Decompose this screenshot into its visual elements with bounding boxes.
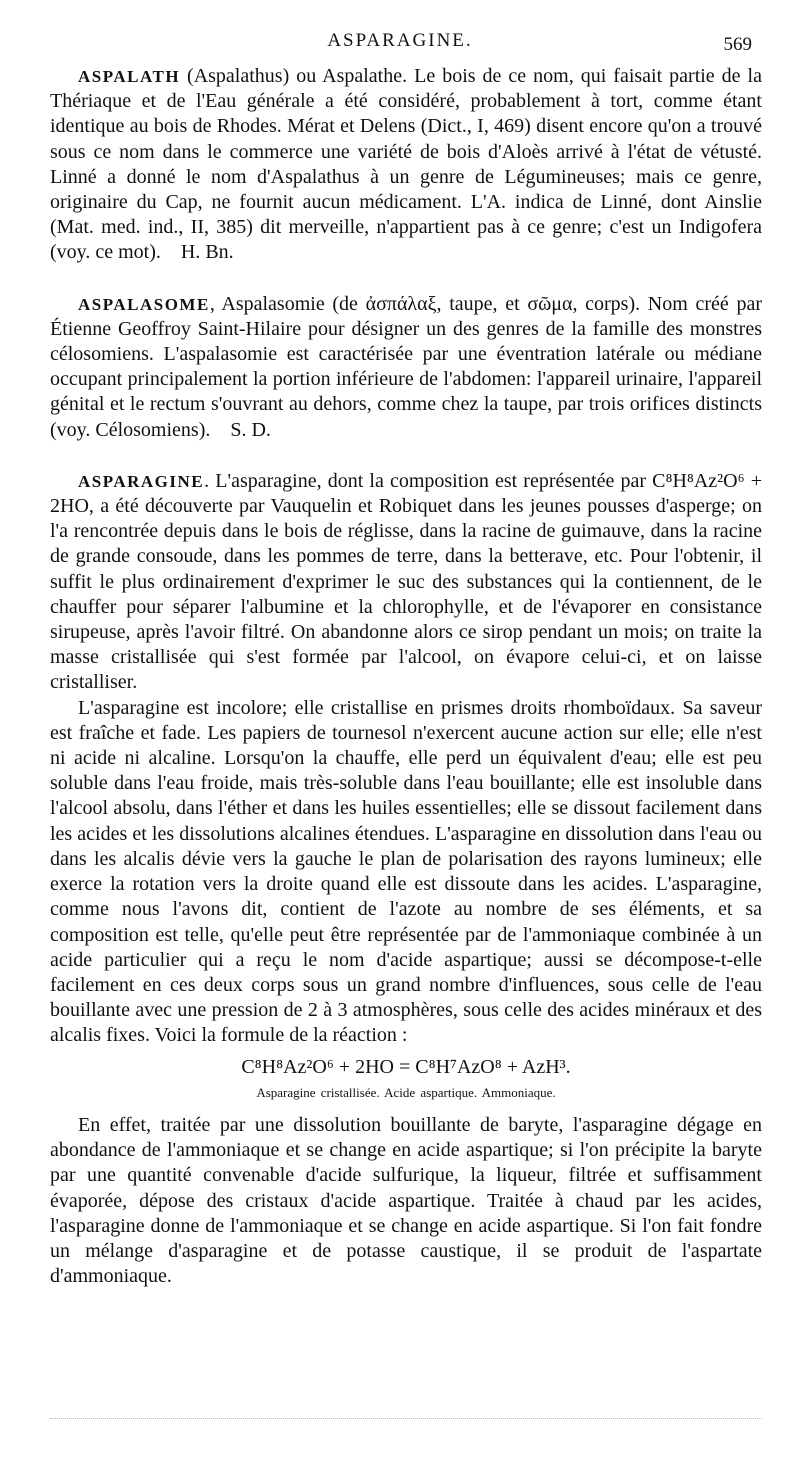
formula-labels: Asparagine cristallisée. Acide aspartique. Ammoniaque.	[256, 1084, 556, 1100]
page-header	[0, 30, 800, 60]
formula-equation: C⁸H⁸Az²O⁶ + 2HO = C⁸H⁷AzO⁸ + AzH³.	[241, 1055, 571, 1078]
entry-text: , Aspalasomie (de ἀσπάλαξ, taupe, et σῶμα, corps). Nom créé par Étienne Geoffroy Saint-Hilaire pour désigner un des genres de la famille des monstres célosomiens. L'aspalasomie est caractérisée par une éventration latérale ou médiane occupant principalement la portion inférieure de l'abdomen: l'appareil urinaire, l'appareil génital et le rectum s'ouvrant au dehors, comme chez la taupe, par trois orifices distincts (voy. Célosomiens).	[50, 292, 762, 441]
headword: ASPALASOME	[78, 294, 210, 314]
entry-paragraph	[50, 469, 762, 696]
entry-paragraph: En effet, traitée par une dissolution bouillante de baryte, l'asparagine dégage en abondance de l'ammoniaque et se change en acide aspartique; si l'on précipite la baryte par une quantité convenable d'acide sulfurique, la liqueur, filtrée et suffisamment évaporée, dépose des cristaux d'acide aspartique. Traitée à chaud par les acides, l'asparagine donne de l'ammoniaque et se change en acide aspartique. Si l'on fait fondre un mélange d'asparagine et de potasse caustique, il se produit de l'aspartate d'ammoniaque.	[50, 1113, 762, 1288]
footer-rule	[50, 1418, 762, 1419]
running-head: ASPARAGINE.	[327, 30, 473, 51]
reaction-formula	[50, 1055, 762, 1105]
headword: ASPARAGINE	[78, 471, 205, 491]
entry-paragraph: L'asparagine est incolore; elle cristallise en prismes droits rhomboïdaux. Sa saveur est fraîche et fade. Les papiers de tournesol n'exercent aucune action sur elle; elle n'est ni acide ni alcaline. Lorsqu'on la chauffe, elle perd un équivalent d'eau; elle est peu soluble dans l'eau froide, mais très-soluble dans l'eau bouillante; elle est insoluble dans l'alcool absolu, dans l'éther et dans les huiles essentielles; elle se dissout facilement dans les acides et les dissolutions alcalines étendues. L'asparagine en dissolution dans l'eau ou dans les alcalis dévie vers la gauche le plan de polarisation des rayons lumineux; elle exerce la rotation vers la droite quand elle est dissoute dans les acides. L'asparagine, comme nous l'avons dit, contient de l'azote au nombre de ses éléments, et sa composition est telle, qu'elle peut être représentée par de l'ammoniaque combinée à un acide particulier qui a reçu le nom d'acide aspartique; aussi se décompose-t-elle facilement en ces deux corps sous un grand nombre d'influences, sous celle de l'eau bouillante avec une pression de 2 à 3 atmosphères, sous celle des acides minéraux et des alcalis fixes. Voici la formule de la réaction :	[50, 696, 762, 1047]
dictionary-content	[50, 64, 762, 1289]
entry-paragraph	[50, 292, 762, 443]
author-signature: S. D.	[230, 418, 271, 441]
page-number: 569	[723, 34, 752, 55]
entry-aspalath	[50, 64, 762, 266]
entry-aspalasome	[50, 292, 762, 443]
entry-asparagine	[50, 469, 762, 1290]
headword: ASPALATH	[78, 67, 181, 86]
entry-text: (Aspalathus) ou Aspalathe. Le bois de ce nom, qui faisait partie de la Thériaque et de l'Eau générale a été considéré, probablement à tort, comme étant identique au bois de Rhodes. Mérat et Delens (Dict., I, 469) disent encore qu'on a trouvé sous ce nom dans le commerce une variété de bois d'Aloès arrivé à l'état de vétusté. Linné a donné le nom d'Aspalathus à un genre de Légumineuses; mais ce genre, originaire du Cap, ne fournit aucun médicament. L'A. indica de Linné, dont Ainslie (Mat. med. ind., II, 385) dit merveille, n'appartient pas à ce genre; c'est un Indigofera (voy. ce mot).	[50, 65, 762, 264]
entry-text: . L'asparagine, dont la composition est représentée par C⁸H⁸Az²O⁶ + 2HO, a été découverte par Vauquelin et Robiquet dans les jeunes pousses d'asperge; on l'a rencontrée depuis dans le bois de réglisse, dans la racine de guimauve, dans la racine de grande consoude, dans les pommes de terre, dans la betterave, etc. Pour l'obtenir, il suffit le plus ordinairement d'exprimer le suc des substances qui la contiennent, de le chauffer pour séparer l'albumine et la chlorophylle, et de l'évaporer en consistance sirupeuse, après l'avoir filtré. On abandonne alors ce sirop pendant un mois; on traite la masse cristallisée qui s'est formée par l'alcool, on évapore celui-ci, et on laisse cristalliser.	[50, 469, 762, 694]
author-signature: H. Bn.	[180, 241, 234, 264]
entry-paragraph	[50, 64, 762, 266]
